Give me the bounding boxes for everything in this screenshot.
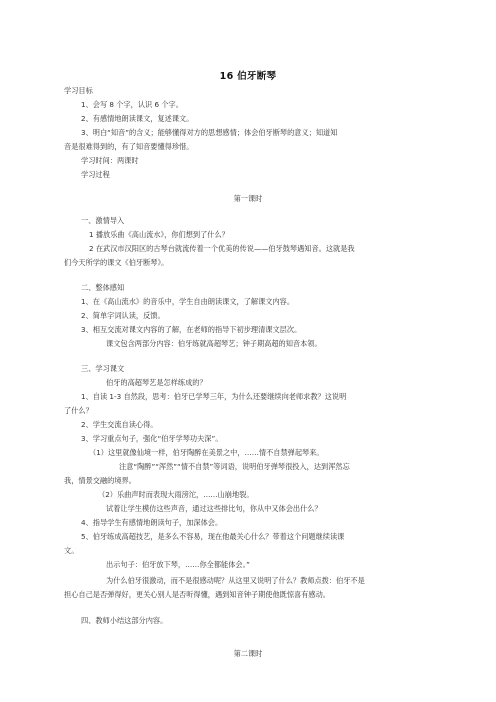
- section-two-summary: 课文包含两部分内容：伯牙练就高超琴艺；钟子期高超的知音本领。: [106, 339, 322, 348]
- discussion-line-2: 担心自己是否弹得好，更关心别人是否听得懂，遇到知音钟子期使他既惊喜有感动。: [64, 590, 330, 599]
- discussion-line-1: 为什么伯牙很激动，而不是很感动呢？从这里又说明了什么？教师点拨：伯牙不是: [106, 576, 365, 585]
- study-time: 学习时间：两课时: [81, 156, 139, 165]
- objective-3-line-1: 3、明白“知音”的含义；能够懂得对方的思想感情；体会伯牙断琴的意义；知道知: [81, 128, 338, 137]
- section-three-item-2: 2、学生交流自读心得。: [81, 420, 158, 429]
- section-three-item-1-line-2: 了什么？: [64, 406, 93, 415]
- section-one-item-1: 1 播放乐曲《高山流水》，你们想到了什么？: [89, 230, 229, 239]
- section-one-item-2-line-2: 们今天所学的课文《伯牙断琴》。: [64, 258, 169, 267]
- section-three-item-5-line-2: 文。: [64, 546, 79, 555]
- sentence-2-note: 试着让学生模仿这些声音，通过这些排比句，你从中又体会出什么？: [106, 504, 322, 513]
- section-three-item-4: 4、指导学生有感情地朗读句子，加深体会。: [81, 518, 223, 527]
- section-one-heading: 一、激情导入: [81, 216, 125, 225]
- lesson-one-heading: 第一课时: [233, 194, 263, 203]
- section-four-heading: 四、教师小结这部分内容。: [81, 616, 168, 625]
- section-two-item-2: 2、简单字词认读，反馈。: [81, 311, 165, 320]
- section-two-heading: 二、整体感知: [81, 283, 125, 292]
- objective-2: 2、有感情地朗读课文，复述课文。: [81, 114, 194, 123]
- sentence-1-note-line-1: 注意“陶醉”“浑然”“情不自禁”等词语，说明伯牙弹琴很投入，达到浑然忘: [119, 462, 350, 471]
- study-process-heading: 学习过程: [81, 170, 110, 179]
- section-three-question: 伯牙的高超琴艺是怎样练成的？: [106, 378, 207, 387]
- sentence-2: （2）乐曲声时而表现大雨滂沱，……山崩地裂。: [98, 490, 254, 499]
- objective-1: 1、会写 8 个字，认识 6 个字。: [81, 100, 183, 109]
- section-three-item-5-line-1: 5、伯牙练成高超技艺，是多么不容易，现在他最关心什么？带着这个问题继续读课: [81, 532, 345, 541]
- sentence-1-note-line-2: 我，情景交融的境界。: [64, 476, 136, 485]
- sentence-1: （1）这里就像仙境一样，伯牙陶醉在美景之中，……情不自禁弹起琴来。: [89, 448, 324, 457]
- section-heading-objectives: 学习目标: [64, 86, 93, 95]
- section-three-item-1-line-1: 1、自读 1-3 自然段，思考：伯牙已学琴三年，为什么还要继续向老师求教？这说明: [81, 392, 347, 401]
- lesson-two-heading: 第二课时: [233, 649, 263, 658]
- section-one-item-2-line-1: 2 在武汉市汉阳区的古琴台就流传着一个优美的传说——伯牙鼓琴遇知音。这就是我: [89, 244, 355, 253]
- section-three-heading: 三、学习课文: [81, 364, 125, 373]
- section-three-item-3: 3、学习重点句子，强化“伯牙学琴功夫深”。: [81, 434, 223, 443]
- objective-3-line-2: 音是很难得到的，有了知音要懂得珍惜。: [64, 142, 194, 151]
- section-two-item-3: 3、相互交流对课文内容的了解，在老师的指导下初步理清课文层次。: [81, 325, 302, 334]
- document-title: 16 伯牙断琴: [219, 71, 277, 82]
- section-two-item-1: 1、在《高山流水》的音乐中，学生自由朗读课文，了解课文内容。: [81, 297, 295, 306]
- shown-sentence: 出示句子：伯牙放下琴，……你全都能体会。”: [106, 560, 250, 569]
